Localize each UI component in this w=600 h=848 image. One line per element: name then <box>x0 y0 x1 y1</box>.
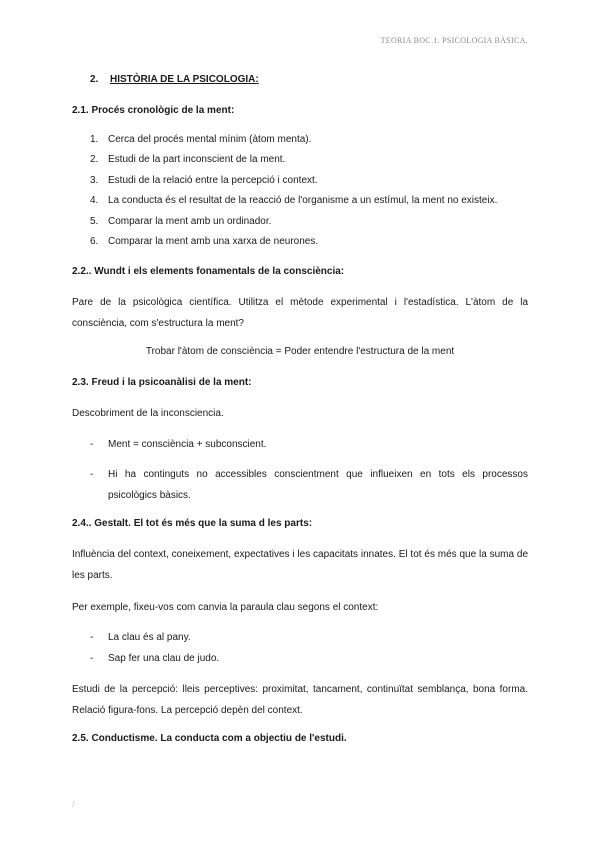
bullet-item: - Sap fer una clau de judo. <box>90 648 528 669</box>
paragraph: Influència del context, coneixement, expectatives i les capacitats innates. El tot és més que la suma de les parts. <box>72 549 528 581</box>
chapter-title-text: HISTÒRIA DE LA PSICOLOGIA: <box>110 74 259 85</box>
section-heading-2-5: 2.5. Conductisme. La conducta com a objectiu de l'estudi. <box>72 733 347 744</box>
dash-bullet: - <box>90 653 94 664</box>
chapter-number: 2. <box>90 74 99 85</box>
footer-mark: / <box>72 799 75 809</box>
list-item: 2. Estudi de la part inconscient de la ment. <box>90 154 286 165</box>
dash-bullet: - <box>90 632 94 643</box>
section-heading-2-1: 2.1. Procés cronològic de la ment: <box>72 105 235 116</box>
paragraph: Estudi de la percepció: lleis perceptives: proximitat, tancament, continuïtat semblança, bona forma. Relació figura-fons. La percepció depèn del context. <box>72 684 528 716</box>
dash-bullet: - <box>90 469 94 480</box>
list-item: 5. Comparar la ment amb un ordinador. <box>90 216 272 227</box>
paragraph: Descobriment de la inconsciencia. <box>72 408 224 419</box>
running-header: TEORIA BOC 1. PSICOLOGIA BÀSICA. <box>380 36 528 45</box>
list-item: 6. Comparar la ment amb una xarxa de neurones. <box>90 236 319 247</box>
paragraph: Per exemple, fixeu-vos com canvia la paraula clau segons el context: <box>72 602 379 613</box>
paragraph: Pare de la psicològica científica. Utilitza el mètode experimental i l'estadística. L'àtom de la consciència, com s'estructura la ment? <box>72 297 528 329</box>
bullet-item: - La clau és al pany. <box>90 627 528 648</box>
chapter-title <box>90 74 259 85</box>
bullet-item: - Ment = consciència + subconscient. <box>90 434 528 455</box>
list-item: 3. Estudi de la relació entre la percepció i context. <box>90 175 318 186</box>
section-heading-2-2: 2.2.. Wundt i els elements fonamentals de la consciència: <box>72 266 345 277</box>
section-heading-2-3: 2.3. Freud i la psicoanàlisi de la ment: <box>72 377 252 388</box>
list-item: 1. Cerca del procés mental mínim (àtom menta). <box>90 134 312 145</box>
bullet-item: - Hi ha continguts no accessibles conscientment que influeixen en tots els processos psicològics bàsics. <box>90 464 528 506</box>
section-heading-2-4: 2.4.. Gestalt. El tot és més que la suma d les parts: <box>72 518 313 529</box>
dash-bullet: - <box>90 439 94 450</box>
centered-statement: Trobar l'àtom de consciència = Poder entendre l'estructura de la ment <box>145 346 455 357</box>
list-item: 4. La conducta és el resultat de la reacció de l'organisme a un estímul, la ment no existeix. <box>90 195 498 206</box>
